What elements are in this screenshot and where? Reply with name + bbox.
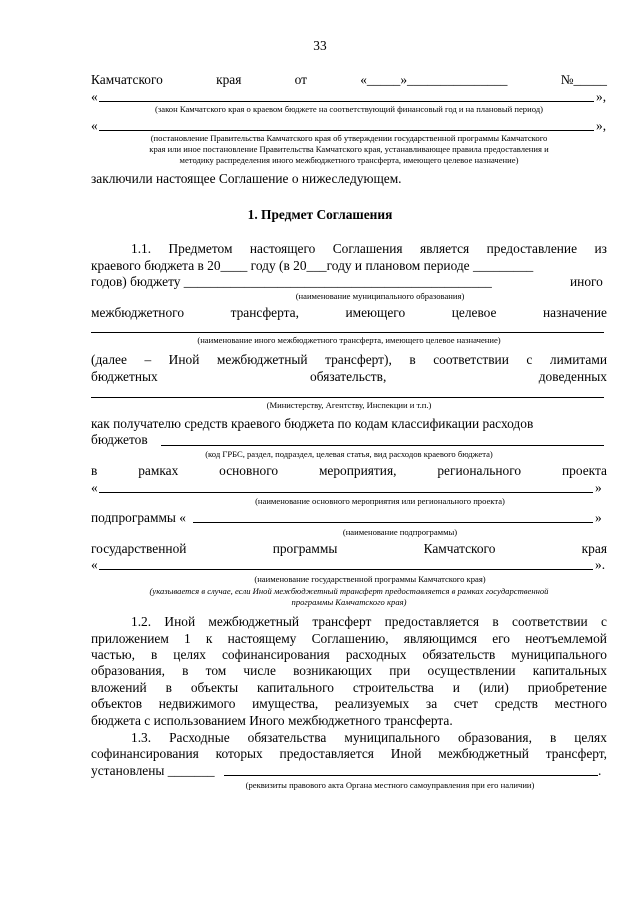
word: Иной xyxy=(164,614,196,629)
p12-line-1 xyxy=(131,614,607,630)
word: обязательств xyxy=(422,647,496,662)
concluded-line: заключили настоящее Соглашение о нижеследующем. xyxy=(91,171,402,186)
word: Иной xyxy=(168,352,200,367)
word: в xyxy=(91,463,98,478)
word: за xyxy=(425,696,438,711)
p11-line-3b: иного xyxy=(570,274,603,289)
word: трансферт), xyxy=(325,352,392,367)
word: предоставляется xyxy=(384,614,480,629)
word: его xyxy=(492,631,510,646)
p12-line-4 xyxy=(91,663,607,679)
word: трансферт xyxy=(312,614,372,629)
word: проекта xyxy=(561,463,607,478)
word: имущества, xyxy=(252,696,319,711)
p13-act-blank xyxy=(224,775,598,776)
word: в xyxy=(150,647,158,662)
word: основного xyxy=(219,463,279,478)
word: числе xyxy=(243,663,276,678)
word: назначение xyxy=(543,305,607,320)
p12-line-2 xyxy=(91,631,607,647)
decree-note-2: края или иное постановление Правительства Камчатского края, устанавливающее правила предоставления и xyxy=(149,144,549,154)
p11-note-municipality: (наименование муниципального образования) xyxy=(295,291,465,301)
word: объектов xyxy=(91,696,143,711)
word: к xyxy=(205,631,213,646)
word: в xyxy=(182,663,189,678)
page-number: 33 xyxy=(313,38,327,53)
word: Предметом xyxy=(168,241,233,256)
word: является xyxy=(419,241,470,256)
word: лимитами xyxy=(549,352,607,367)
p12-line-3 xyxy=(91,647,607,663)
p13-note-act: (реквизиты правового акта Органа местного самоуправления при его наличии) xyxy=(245,780,535,790)
word: муниципального xyxy=(511,647,607,662)
word: обязательства xyxy=(247,730,327,745)
word: и xyxy=(452,680,460,695)
p11-line-10a: « xyxy=(91,480,98,495)
word: предоставление xyxy=(486,241,578,256)
word: Соглашению, xyxy=(311,631,389,646)
p12-line-5 xyxy=(91,680,607,696)
law-blank xyxy=(99,101,594,102)
p11-note-codes: (код ГРБС, раздел, подраздел, целевая статья, вид расходов краевого бюджета) xyxy=(205,449,493,459)
word: образования, xyxy=(457,730,532,745)
word: при xyxy=(389,663,411,678)
p11-line-11b: » xyxy=(595,510,602,525)
word: 1.1. xyxy=(131,241,152,256)
word: имеющего xyxy=(345,305,406,320)
word: осуществлении xyxy=(427,663,516,678)
p11-note-ministry: (Министерству, Агентству, Инспекции и т.п.) xyxy=(266,400,432,410)
word: софинансирования xyxy=(221,647,330,662)
word: 1.3. xyxy=(131,730,152,745)
p11-line-13b: ». xyxy=(595,557,606,572)
word: в xyxy=(549,730,557,745)
word: вложений xyxy=(91,680,147,695)
word: строительства xyxy=(352,680,434,695)
p13-line-3a: установлены _______ xyxy=(91,763,215,778)
word: Камчатского xyxy=(423,541,496,556)
p11-transfer-blank xyxy=(91,332,604,333)
p12-line-6 xyxy=(91,696,607,712)
p11-codes-blank xyxy=(161,445,604,446)
p11-note-program: (наименование государственной программы Камчатского края) xyxy=(254,574,486,584)
p11-line-11a: подпрограммы « xyxy=(91,510,186,525)
word: в xyxy=(492,614,499,629)
word: софинансирования xyxy=(91,746,199,761)
p11-line-6 xyxy=(91,369,607,385)
decree-quote-close: », xyxy=(596,118,607,133)
word: межбюджетный xyxy=(438,746,529,761)
law-quote-close: », xyxy=(596,89,607,104)
word: средств xyxy=(494,696,539,711)
word: частью, xyxy=(91,647,135,662)
word: в xyxy=(165,680,172,695)
law-note: (закон Камчатского края о краевом бюджете на соответствующий финансовый год и на плановый период) xyxy=(155,104,543,114)
word: с xyxy=(526,352,533,367)
word: (или) xyxy=(478,680,509,695)
word: доведенных xyxy=(538,369,607,384)
word: межбюджетный xyxy=(216,352,308,367)
decree-note-1: (постановление Правительства Камчатского края об утверждении государственной программы Камчатского xyxy=(150,133,548,143)
p11-line-8: бюджетов xyxy=(91,432,148,447)
word: (далее xyxy=(91,352,127,367)
word: Расходные xyxy=(169,730,230,745)
word: из xyxy=(594,241,607,256)
word: приобретение xyxy=(527,680,607,695)
word: предоставляется xyxy=(279,746,374,761)
word: 1 xyxy=(184,631,191,646)
word: трансферт, xyxy=(545,746,607,761)
p12-line-7: бюджета с использованием Иного межбюджетного трансферта. xyxy=(91,713,453,728)
p13-line-1 xyxy=(131,730,607,746)
p11-program-blank xyxy=(99,569,593,570)
word: Камчатского xyxy=(91,72,163,87)
word: от xyxy=(294,72,307,87)
law-quote-open: « xyxy=(91,89,98,104)
word: муниципального xyxy=(344,730,440,745)
word: края xyxy=(581,541,607,556)
word: с xyxy=(600,614,607,629)
p11-line-4 xyxy=(91,305,607,321)
word: том xyxy=(205,663,227,678)
word: 1.2. xyxy=(131,614,152,629)
word: неотъемлемой xyxy=(525,631,607,646)
word: настоящего xyxy=(249,241,316,256)
word: №_____ xyxy=(560,72,607,87)
word: приложением xyxy=(91,631,169,646)
p11-note-transfer: (наименование иного межбюджетного трансферта, имеющего целевое назначение) xyxy=(197,335,501,345)
word: целевое xyxy=(451,305,497,320)
word: мероприятия, xyxy=(318,463,397,478)
word: возникающих xyxy=(293,663,373,678)
word: бюджетных xyxy=(91,369,158,384)
word: межбюджетного xyxy=(91,305,185,320)
word: края xyxy=(216,72,242,87)
p11-event-blank xyxy=(99,492,593,493)
p11-line-7: как получателю средств краевого бюджета по кодам классификации расходов xyxy=(91,416,534,431)
word: «_____»_______________ xyxy=(360,72,508,87)
decree-blank xyxy=(99,130,594,131)
p11-line-13a: « xyxy=(91,557,98,572)
word: Иной xyxy=(390,746,422,761)
agreement-header-line xyxy=(91,72,607,88)
p11-line-1 xyxy=(131,241,607,257)
p11-note-event: (наименование основного мероприятия или регионального проекта) xyxy=(255,496,505,506)
word: которых xyxy=(215,746,263,761)
word: межбюджетный xyxy=(208,614,300,629)
p11-line-5 xyxy=(91,352,607,368)
word: государственной xyxy=(91,541,187,556)
p11-line-3a: годов) бюджету ______________________________________________ xyxy=(91,274,492,289)
p11-note-instruction-1: (указывается в случае, если Иной межбюджетный трансферт предоставляется в рамках государственной xyxy=(149,586,549,596)
decree-note-3: методику распределения иного межбюджетного трансферта, имеющего целевое назначение) xyxy=(179,155,519,165)
word: реализуемых xyxy=(334,696,410,711)
word: объекты xyxy=(190,680,239,695)
word: Соглашения xyxy=(332,241,403,256)
word: капитальных xyxy=(532,663,607,678)
word: недвижимого xyxy=(158,696,236,711)
word: образования, xyxy=(91,663,165,678)
p13-line-2 xyxy=(91,746,607,762)
word: соответствии xyxy=(433,352,509,367)
word: – xyxy=(144,352,152,367)
word: регионального xyxy=(437,463,522,478)
p11-ministry-blank xyxy=(91,397,604,398)
decree-quote-open: « xyxy=(91,118,98,133)
section-title: 1. Предмет Соглашения xyxy=(247,207,393,222)
p11-line-9 xyxy=(91,463,607,479)
word: капитального xyxy=(257,680,334,695)
p11-subprogram-blank xyxy=(193,522,593,523)
word: местного xyxy=(554,696,607,711)
word: целях xyxy=(574,730,607,745)
p13-line-3b: . xyxy=(598,763,602,778)
word: в xyxy=(409,352,416,367)
word: обязательств, xyxy=(310,369,387,384)
word: расходных xyxy=(345,647,407,662)
p11-note-instruction-2: программы Камчатского края) xyxy=(291,597,407,607)
word: рамках xyxy=(138,463,179,478)
word: трансферта, xyxy=(230,305,299,320)
p11-line-12 xyxy=(91,541,607,557)
word: соответствии xyxy=(512,614,588,629)
p11-line-2: краевого бюджета в 20____ году (в 20___году и плановом периоде _________ xyxy=(91,258,534,273)
p11-line-10b: » xyxy=(595,480,602,495)
p11-note-subprogram: (наименование подпрограммы) xyxy=(342,527,458,537)
word: счет xyxy=(453,696,479,711)
word: программы xyxy=(272,541,338,556)
word: являющимся xyxy=(403,631,477,646)
word: целях xyxy=(173,647,206,662)
word: настоящему xyxy=(227,631,297,646)
